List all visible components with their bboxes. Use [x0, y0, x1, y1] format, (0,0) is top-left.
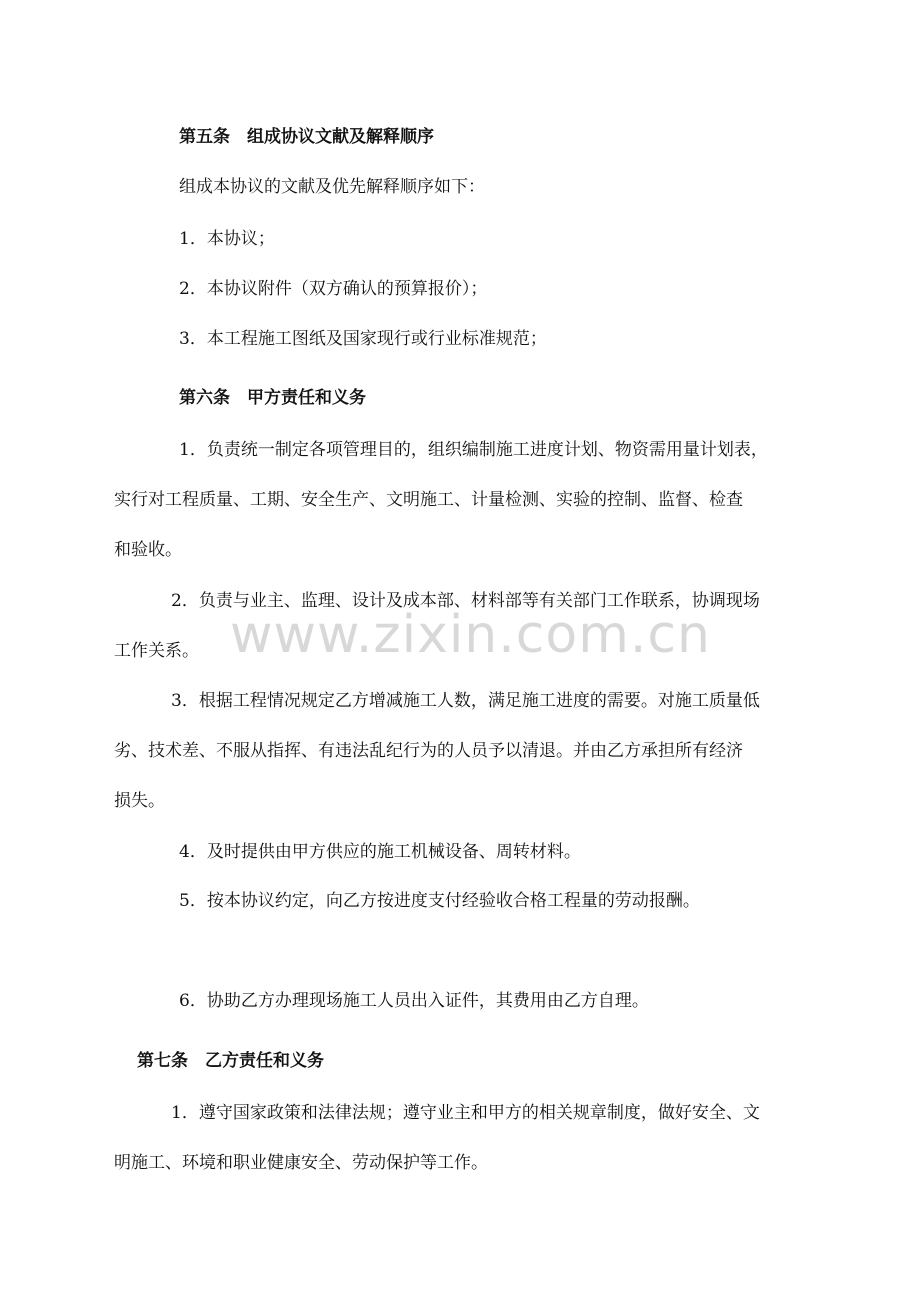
- article6-heading: 第六条 甲方责任和义务: [179, 388, 366, 408]
- article5-heading: 第五条 组成协议文献及解释顺序: [179, 127, 434, 147]
- article6-p2-line1: 2．负责与业主、监理、设计及成本部、材料部等有关部门工作联系，协调现场: [171, 591, 760, 611]
- article7-p1-line1: 1．遵守国家政策和法律法规；遵守业主和甲方的相关规章制度，做好安全、文: [171, 1103, 760, 1123]
- article5-item-1: 1．本协议；: [179, 229, 275, 249]
- article6-p3-line3: 损失。: [114, 791, 165, 811]
- article6-p5: 5．按本协议约定，向乙方按进度支付经验收合格工程量的劳动报酬。: [179, 891, 700, 911]
- article6-p1-line2: 实行对工程质量、工期、安全生产、文明施工、计量检测、实验的控制、监督、检查: [114, 490, 743, 510]
- article6-p1-line1: 1．负责统一制定各项管理目的，组织编制施工进度计划、物资需用量计划表，: [179, 440, 768, 460]
- article6-p2-line2: 工作关系。: [114, 641, 199, 661]
- article6-p3-line1: 3．根据工程情况规定乙方增减施工人数，满足施工进度的需要。对施工质量低: [171, 691, 760, 711]
- article5-item-3: 3．本工程施工图纸及国家现行或行业标准规范；: [179, 329, 547, 349]
- article7-heading: 第七条 乙方责任和义务: [137, 1051, 324, 1071]
- article5-intro: 组成本协议的文献及优先解释顺序如下：: [179, 177, 485, 197]
- article6-p3-line2: 劣、技术差、不服从指挥、有违法乱纪行为的人员予以清退。并由乙方承担所有经济: [114, 741, 743, 761]
- article6-p1-line3: 和验收。: [114, 540, 182, 560]
- watermark: www.zixin.com.cn: [230, 605, 711, 665]
- article5-item-2: 2．本协议附件（双方确认的预算报价）；: [179, 279, 488, 299]
- article6-p4: 4．及时提供由甲方供应的施工机械设备、周转材料。: [179, 842, 581, 862]
- article6-p6: 6．协助乙方办理现场施工人员出入证件，其费用由乙方自理。: [179, 991, 649, 1011]
- article7-p1-line2: 明施工、环境和职业健康安全、劳动保护等工作。: [114, 1153, 488, 1173]
